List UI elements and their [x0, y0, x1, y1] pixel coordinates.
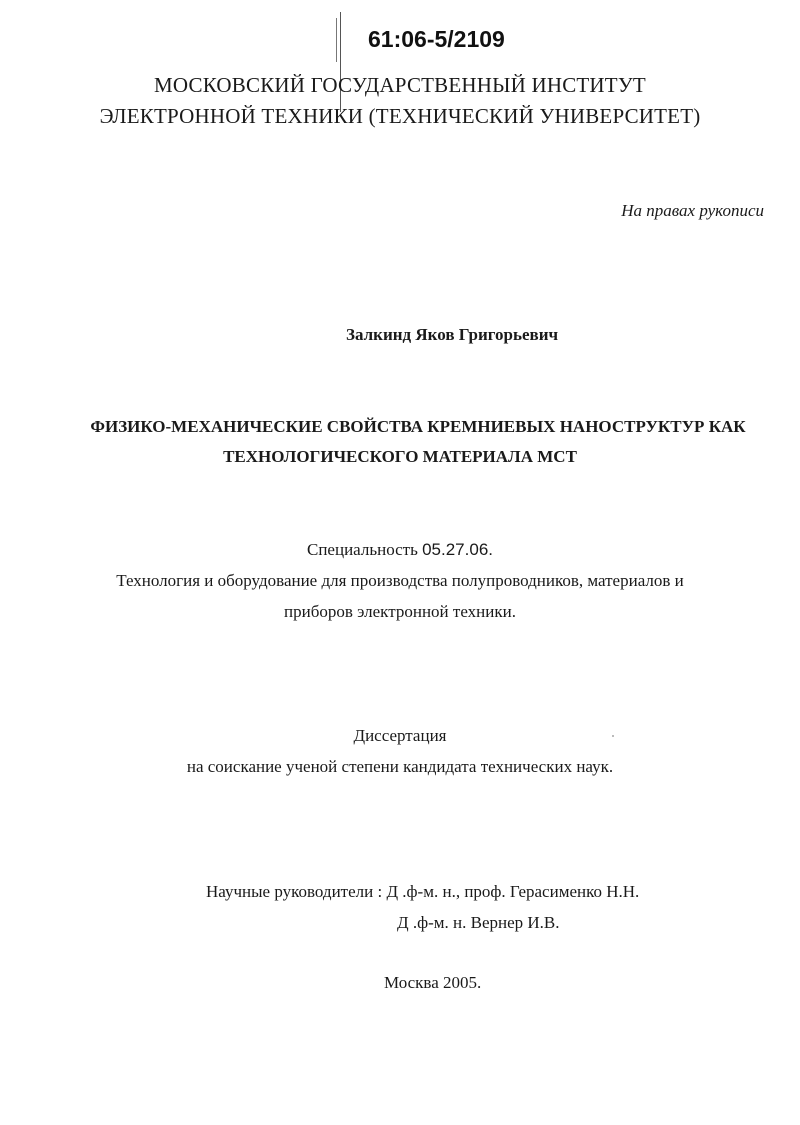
specialty-description-line-2: приборов электронной техники. [284, 602, 516, 621]
supervisors-line-1: Научные руководители : Д .ф-м. н., проф. Герасименко Н.Н. [206, 882, 640, 901]
scan-speck [612, 735, 614, 737]
specialty-code: 05.27.06. [422, 540, 493, 559]
specialty-label: Специальность [306, 540, 418, 559]
city-year: Москва 2005. [384, 973, 482, 992]
specialty-line [0, 540, 800, 560]
stamp-vertical-line-secondary [336, 18, 337, 62]
dissertation-heading: Диссертация [353, 726, 447, 745]
thesis-title-line-2: ТЕХНОЛОГИЧЕСКОГО МАТЕРИАЛА МСТ [223, 447, 577, 466]
institute-line-1: МОСКОВСКИЙ ГОСУДАРСТВЕННЫЙ ИНСТИТУТ [154, 73, 646, 97]
author-name: Залкинд Яков Григорьевич [346, 325, 559, 344]
thesis-title-line-1: ФИЗИКО-МЕХАНИЧЕСКИЕ СВОЙСТВА КРЕМНИЕВЫХ НАНОСТРУКТУР КАК [90, 417, 746, 436]
supervisors-line-2: Д .ф-м. н. Вернер И.В. [397, 913, 560, 932]
specialty-description-line-1: Технология и оборудование для производства полупроводников, материалов и [116, 571, 684, 590]
dissertation-degree-line: на соискание ученой степени кандидата технических наук. [186, 757, 614, 776]
rights-note: На правах рукописи [621, 201, 764, 220]
archive-code: 61:06-5/2109 [368, 26, 505, 52]
institute-line-2: ЭЛЕКТРОННОЙ ТЕХНИКИ (ТЕХНИЧЕСКИЙ УНИВЕРСИТЕТ) [99, 104, 701, 128]
